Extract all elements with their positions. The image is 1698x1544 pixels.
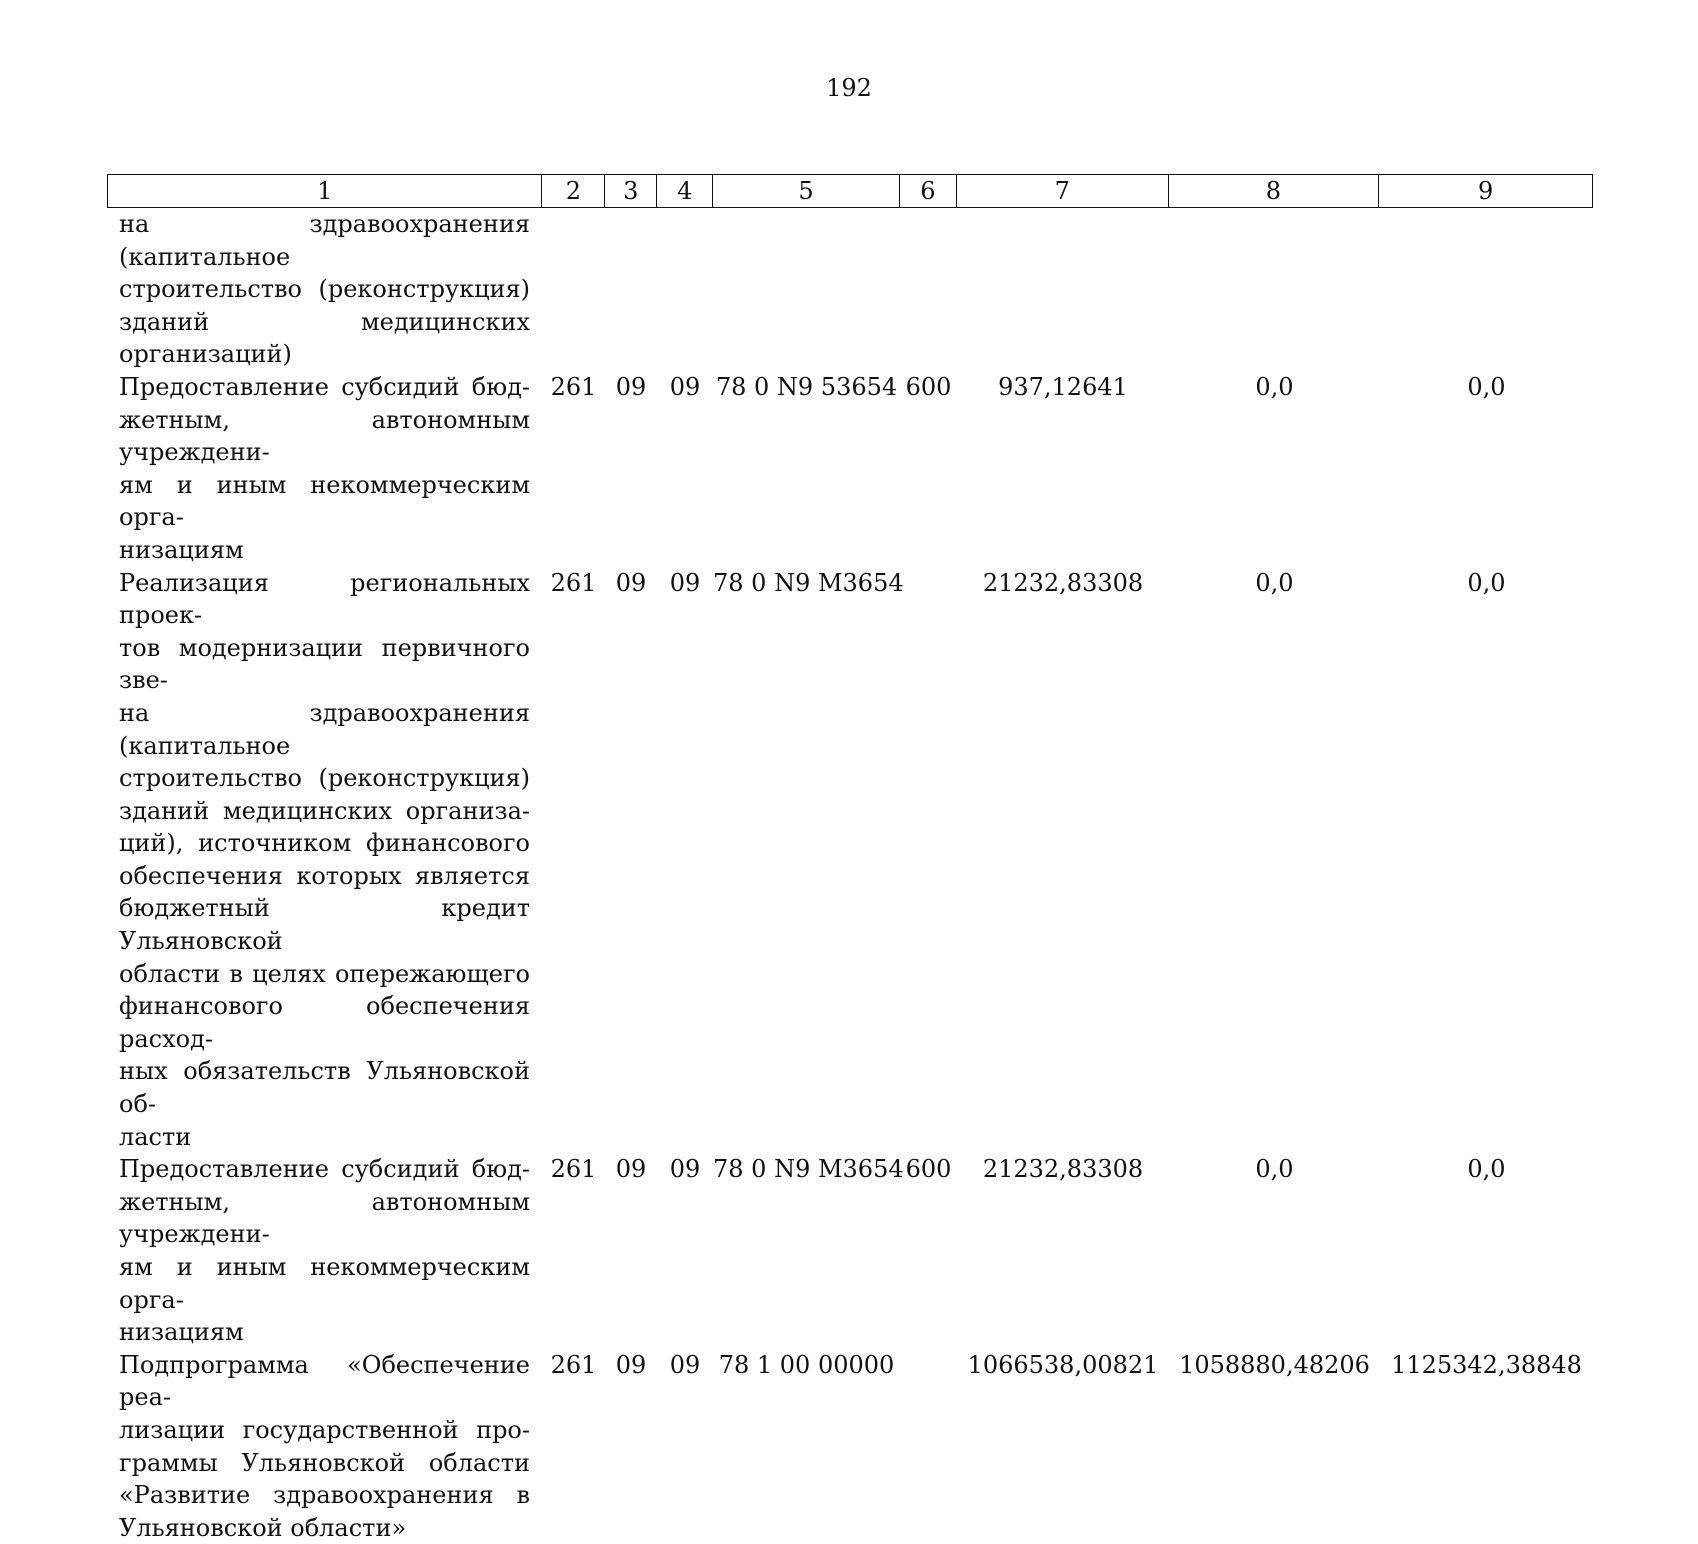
row-description [107,371,542,567]
cell-col-2: 261 [550,1350,597,1379]
cell-col-5: 78 1 00 00000 [718,1350,895,1379]
description-line: жетным, автономным учреждени- [119,1187,530,1249]
cell-col-8: 0,0 [1255,568,1294,597]
header-col-6: 6 [900,175,957,207]
cell-col-9: 0,0 [1467,372,1506,401]
description-line: области в целях опережающего [119,959,530,988]
description-line: ласти [119,1122,192,1151]
cell-col-7: 1066538,00821 [967,1350,1159,1379]
cell-col-4: 09 [669,1350,701,1379]
description-line: строительство (реконструкция) [119,275,530,304]
description-line: ям и иным некоммерческим орга- [119,470,530,532]
header-col-7: 7 [957,175,1169,207]
cell-col-4 [657,208,713,371]
cell-col-8 [1169,208,1380,371]
cell-col-2 [542,208,605,371]
cell-col-9: 0,0 [1467,568,1506,597]
cell-col-2: 261 [550,1155,597,1184]
table-row [107,371,1593,567]
cell-col-6 [900,1349,957,1544]
table-row [107,208,1593,371]
description-line: бюджетный кредит Ульяновской [119,894,530,956]
cell-col-7: 21232,83308 [982,1155,1144,1184]
description-line: низациям [119,535,244,564]
table-row [107,567,1593,1154]
description-line: граммы Ульяновской области [119,1448,530,1477]
description-line: ям и иным некоммерческим орга- [119,1253,530,1314]
row-description [107,567,542,1154]
cell-col-3: 09 [615,568,647,597]
cell-col-4: 09 [669,372,701,401]
page-number: 192 [826,74,872,102]
cell-col-5: 78 0 N9 53654 [715,372,898,401]
description-line: зданий медицинских организаций) [119,307,530,369]
description-line: Реализация региональных проек- [119,568,530,630]
description-line: жетным, автономным учреждени- [119,405,530,467]
header-col-8: 8 [1169,175,1380,207]
description-line: финансового обеспечения расход- [119,992,530,1053]
cell-col-7: 937,12641 [998,372,1128,401]
cell-col-4: 09 [669,1155,701,1184]
row-description [107,1349,542,1544]
cell-col-7 [957,208,1169,371]
header-col-9: 9 [1478,177,1494,205]
cell-col-6: 600 [905,1155,952,1184]
description-line: на здравоохранения (капитальное [119,698,530,760]
cell-col-2: 261 [550,372,597,401]
cell-col-3: 09 [615,1155,647,1184]
cell-col-9 [1380,208,1593,371]
description-line: Предоставление субсидий бюд- [119,372,530,401]
header-col-3: 3 [605,175,657,207]
description-line: лизации государственной про- [119,1415,530,1444]
description-line: обеспечения которых является [119,861,530,890]
cell-col-3: 09 [615,372,647,401]
cell-col-2: 261 [550,568,597,597]
description-line: строительство (реконструкция) [119,764,530,793]
header-col-5: 5 [713,175,900,207]
description-line: Ульяновской области» [119,1513,407,1542]
cell-col-5: 78 0 N9 M3654 [713,568,904,597]
cell-col-8: 0,0 [1255,1155,1294,1184]
cell-col-8: 0,0 [1255,372,1294,401]
table-row [107,1349,1593,1544]
description-line: низациям [119,1318,244,1347]
header-col-2: 2 [542,175,605,207]
description-line: зданий медицинских организа- [119,796,530,825]
description-line: Подпрограмма «Обеспечение реа- [119,1350,530,1412]
description-line: ных обязательств Ульяновской об- [119,1057,530,1119]
description-line: на здравоохранения (капитальное [119,210,530,271]
cell-col-6 [900,567,957,1154]
cell-col-6: 600 [905,372,952,401]
cell-col-5 [713,208,900,371]
cell-col-5: 78 0 N9 M3654 [713,1155,904,1184]
description-line: ций), источником финансового [119,829,530,858]
budget-table [107,174,1593,1544]
cell-col-8: 1058880,48206 [1179,1350,1370,1379]
row-description [107,208,542,371]
description-line: Предоставление субсидий бюд- [119,1155,530,1184]
description-line: «Развитие здравоохранения в [119,1481,530,1510]
description-line: тов модернизации первичного зве- [119,633,530,695]
cell-col-9: 1125342,38848 [1391,1350,1582,1379]
cell-col-3: 09 [615,1350,647,1379]
row-description [107,1153,542,1349]
header-col-1: 1 [108,175,542,207]
cell-col-3 [605,208,657,371]
cell-col-7: 21232,83308 [982,568,1144,597]
table-header-row [107,174,1593,208]
header-col-4: 4 [657,175,713,207]
cell-col-9: 0,0 [1467,1155,1506,1184]
table-row [107,1153,1593,1349]
cell-col-4: 09 [669,568,701,597]
cell-col-6 [900,208,957,371]
